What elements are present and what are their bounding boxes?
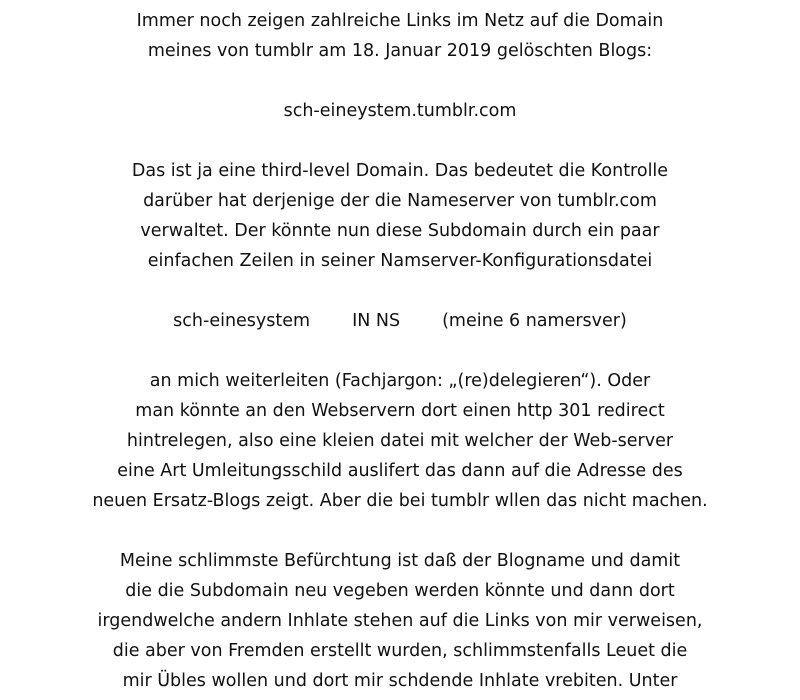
document-body [0,6,800,696]
ns-record-type: IN NS [352,311,401,331]
domain-line: sch-eineystem.tumblr.com [283,101,517,121]
text-line: mir Übles wollen und dort mir schdende Inhlate vrebiten. Unter [122,671,678,691]
text-line: einfachen Zeilen in seiner Namserver-Konfigurationsdatei [147,251,653,271]
text-line: die aber von Fremden erstellt wurden, schlimmstenfalls Leuet die [112,641,688,661]
paragraph-spacer [0,276,800,306]
ns-record-line [0,306,800,336]
text-line: man könnte an den Webservern dort einen http 301 redirect [135,401,665,421]
text-line: verwaltet. Der könnte nun diese Subdomain durch ein paar [140,221,660,241]
text-line: Das ist ja eine third-level Domain. Das bedeutet die Kontrolle [131,161,669,181]
text-line: Meine schlimmste Befürchtung ist daß der Blogname und damit [119,551,681,571]
text-line: darüber hat derjenige der die Nameserver von tumblr.com [143,191,657,211]
text-line: Immer noch zeigen zahlreiche Links im Netz auf die Domain [136,11,664,31]
text-line: meines von tumblr am 18. Januar 2019 gelöschten Blogs: [147,41,653,61]
ns-record-value: (meine 6 namersver) [442,311,627,331]
paragraph-spacer [0,516,800,546]
text-line: neuen Ersatz-Blogs zeigt. Aber die bei tumblr wllen das nicht machen. [92,491,708,511]
text-line: eine Art Umleitungsschild auslifert das dann auf die Adresse des [117,461,683,481]
paragraph-spacer [0,336,800,366]
paragraph-spacer [0,66,800,96]
text-line: die die Subdomain neu vegeben werden könnte und dann dort [125,581,675,601]
text-line: an mich weiterleiten (Fachjargon: „(re)delegieren“). Oder [149,371,651,391]
ns-record-name: sch-einesystem [173,311,311,331]
text-line: irgendwelche andern Inhlate stehen auf die Links von mir verweisen, [97,611,703,631]
text-line: hintrelegen, also eine kleien datei mit welcher der Web-server [126,431,674,451]
paragraph-spacer [0,126,800,156]
